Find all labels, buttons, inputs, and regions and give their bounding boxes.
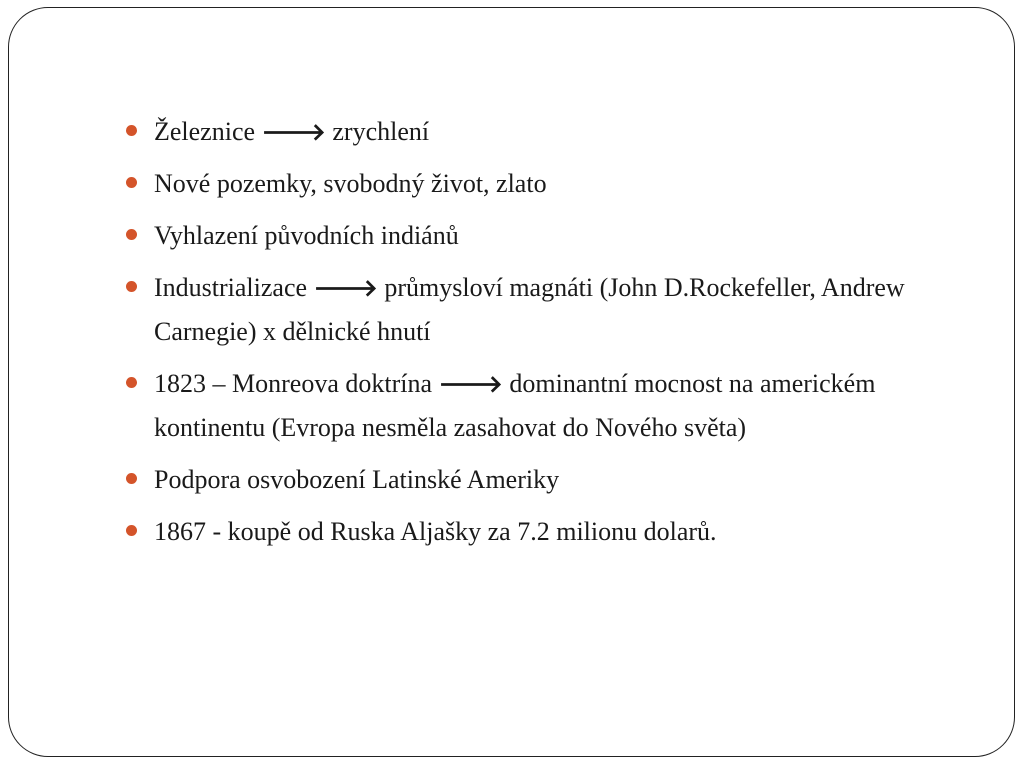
bullet-text-after: průmysloví magnáti (John D.Rockefeller, Andrew Carnegie) x dělnické hnutí (154, 273, 905, 346)
bullet-text: Podpora osvobození Latinské Ameriky (154, 465, 560, 494)
arrow-right-icon: 🡒 (438, 370, 503, 398)
arrow-right-icon: 🡒 (261, 118, 326, 146)
bullet-text-after: dominantní mocnost na americkém kontinentu (Evropa nesměla zasahovat do Nového světa) (154, 369, 876, 442)
bullet-dot-icon (126, 525, 137, 536)
bullet-text-before: Industrializace (154, 273, 314, 302)
bullet-item (154, 214, 974, 258)
bullet-item (154, 458, 974, 502)
bullet-dot-icon (126, 177, 137, 188)
bullet-text: 1867 - koupě od Ruska Aljašky za 7.2 milionu dolarů. (154, 517, 717, 546)
bullet-list (154, 110, 974, 554)
bullet-dot-icon (126, 377, 137, 388)
bullet-text-before: Železnice (154, 117, 262, 146)
bullet-item (154, 362, 974, 450)
bullet-item (154, 110, 974, 154)
bullet-dot-icon (126, 125, 137, 136)
arrow-right-icon: 🡒 (313, 274, 378, 302)
bullet-dot-icon (126, 281, 137, 292)
bullet-dot-icon (126, 473, 137, 484)
bullet-item (154, 510, 974, 554)
bullet-item (154, 162, 974, 206)
slide-frame (8, 7, 1015, 757)
bullet-text: Nové pozemky, svobodný život, zlato (154, 169, 547, 198)
bullet-dot-icon (126, 229, 137, 240)
bullet-text-after: zrychlení (325, 117, 430, 146)
bullet-item (154, 266, 974, 354)
bullet-text-before: 1823 – Monreova doktrína (154, 369, 439, 398)
bullet-text: Vyhlazení původních indiánů (154, 221, 459, 250)
